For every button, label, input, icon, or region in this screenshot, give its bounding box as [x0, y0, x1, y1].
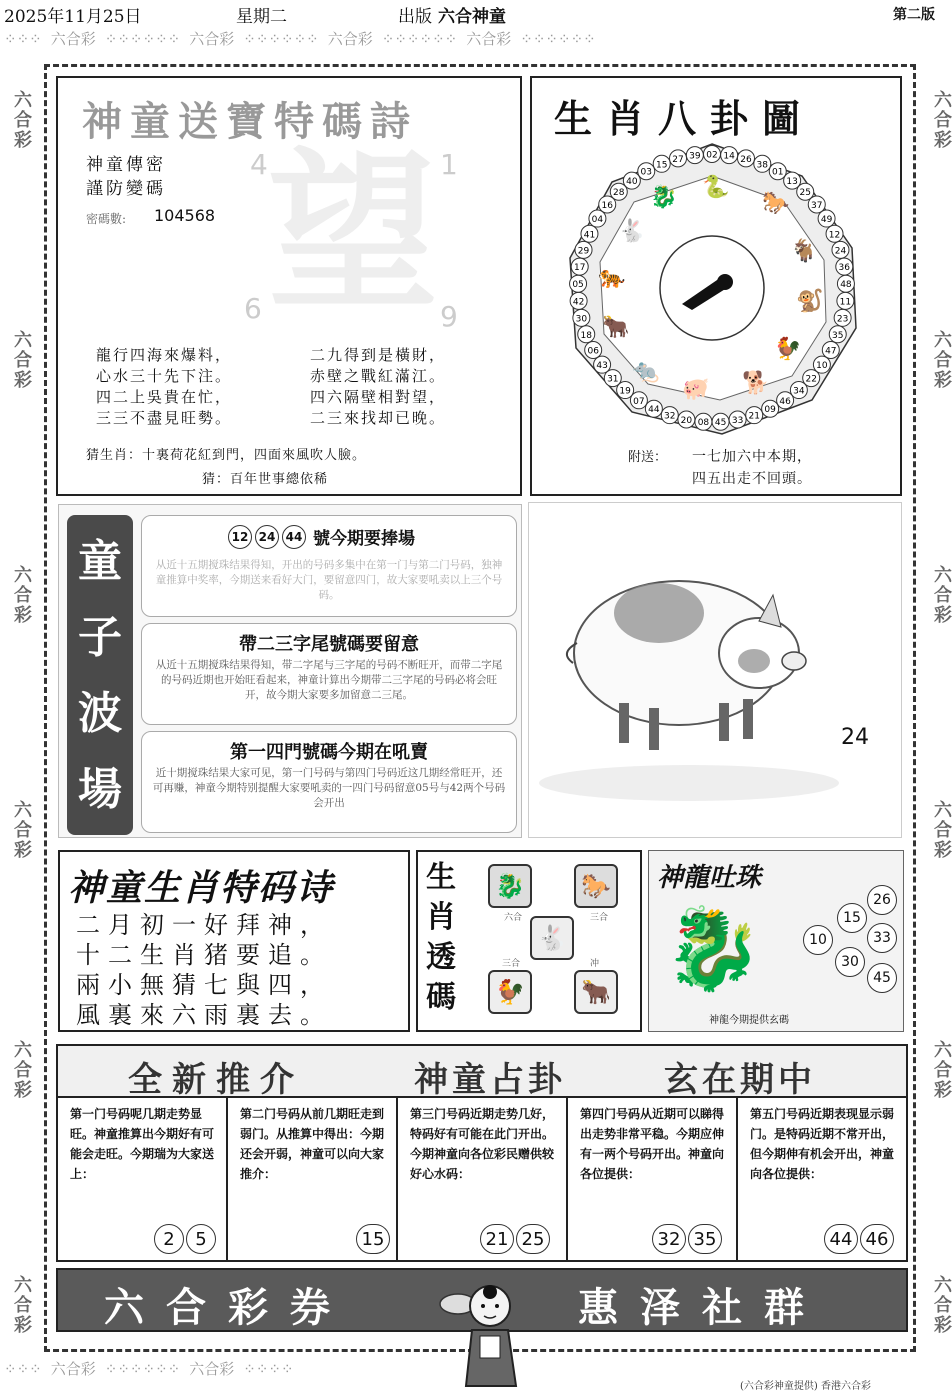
- ring-number: 22: [805, 374, 817, 385]
- bagua-note-line-2: 四五出走不回頭。: [692, 471, 812, 487]
- guess-label: 猜生肖：: [86, 448, 143, 463]
- gate-column: [738, 1098, 906, 1262]
- zodiac-poem-lines: [76, 910, 332, 1030]
- right-side-label: 六合彩: [931, 1275, 952, 1335]
- gate-column: [228, 1098, 398, 1262]
- pearl-ball: 15: [837, 903, 867, 933]
- number-ball: 24: [255, 525, 279, 549]
- strip-dots-icon: ⁘⁘⁘: [4, 1360, 51, 1378]
- ox-tile-icon: 🐂: [574, 970, 618, 1014]
- relation-label: 冲: [590, 959, 600, 969]
- dragon-pearl-caption: 神龍今期提供玄碼: [709, 1015, 789, 1026]
- ring-number: 37: [811, 200, 823, 211]
- ring-number: 28: [613, 188, 625, 199]
- pig-snout: [782, 652, 806, 670]
- rooster-tile-icon: 🐓: [488, 970, 532, 1014]
- divination-box: [56, 1044, 908, 1262]
- poem-line: 兩小無猜七與四，: [76, 971, 332, 999]
- section-title: 帶二三字尾號碼要留意: [239, 634, 419, 655]
- gate-text: 第三门号码近期走势几好，特码好有可能在此门开出。今期神童向各位彩民赠供较好心水码：: [410, 1107, 555, 1181]
- gate-column: [398, 1098, 568, 1262]
- pearl-ball: 33: [867, 923, 897, 953]
- reveal-title: [426, 858, 462, 1018]
- ring-number: 44: [648, 405, 660, 416]
- number-ball: 32: [652, 1224, 686, 1254]
- strip-label: 六合彩: [50, 1360, 96, 1378]
- number-ball: 44: [282, 525, 306, 549]
- section-title: 號今期要捧場: [313, 529, 415, 549]
- ring-number: 36: [838, 263, 851, 274]
- header-left-text: 全新推介: [128, 1060, 304, 1100]
- ring-number: 05: [572, 280, 584, 291]
- poem-left-column: [96, 344, 232, 428]
- ring-number: 10: [816, 361, 828, 372]
- poem-line: 心水三十先下注。: [96, 367, 233, 385]
- banner-right-text: 惠泽社群: [578, 1285, 826, 1331]
- ring-number: 38: [756, 160, 769, 171]
- dragon-pearl-title: 神龍吐珠: [657, 863, 762, 893]
- strip-label: 六合彩: [189, 30, 235, 48]
- ring-number: 31: [607, 374, 619, 385]
- section-text: 从近十五期搅珠结果得知，带二字尾与三字尾的号码不断旺开，而带二字尾的号码近期也开始旺看起来，神童计算出今期带二三字尾的号码必将会旺开，故今期大家要多加留意二三尾。: [155, 659, 503, 701]
- pearl-ball: 10: [803, 925, 833, 955]
- ring-number: 08: [697, 418, 710, 429]
- section-title: 第一四門號碼今期在吼賣: [230, 742, 428, 763]
- reveal-char: 透: [426, 940, 456, 975]
- bottom-pattern-strip: [4, 1358, 434, 1380]
- code-label: 密碼數:: [86, 212, 127, 226]
- poem-line: 二月初一好拜神，: [76, 911, 332, 939]
- corner-num-tr: 1: [440, 148, 458, 181]
- guess-zodiac: [86, 444, 366, 463]
- bagua-note-label: 附送：: [628, 450, 668, 465]
- tongzi-char: 子: [78, 612, 122, 663]
- left-side-label: 六合彩: [11, 800, 32, 860]
- top-pattern-strip: [4, 28, 948, 50]
- poem-line: 四六隔壁相對望，: [310, 388, 447, 406]
- section-text: 近十期搅珠结果大家可见，第一门号码与第四门号码近这几期经常旺开，还可再赚，神童今期特别提醒大家要吼卖的一四门号码留意05号与42两个号码会开出: [152, 767, 506, 809]
- ring-number: 07: [633, 396, 645, 407]
- ring-number: 18: [580, 330, 592, 341]
- pig-leg: [719, 703, 729, 741]
- ring-number: 03: [640, 167, 652, 178]
- ring-number: 25: [799, 188, 811, 199]
- strip-label: 六合彩: [50, 30, 96, 48]
- ring-number: 09: [764, 405, 776, 416]
- strip-label: 六合彩: [189, 1360, 235, 1378]
- poem-line: 三三不盡見旺勢。: [96, 409, 233, 427]
- ring-number: 06: [587, 346, 599, 357]
- tongzi-char: 童: [78, 536, 122, 587]
- strip-label: 六合彩: [327, 30, 373, 48]
- dragon-tile-icon: 🐉: [488, 864, 532, 908]
- ring-number: 48: [840, 280, 852, 291]
- watermark-char: 望: [268, 133, 439, 333]
- ring-number: 11: [839, 297, 852, 308]
- gate-text: 第一门号码呢几期走势显旺。神童推算出今期好有可能会走旺。今期瑞为大家送上：: [70, 1107, 215, 1181]
- ground-shadow: [539, 765, 839, 801]
- pig-illustration: [529, 503, 901, 837]
- child-mascot-icon: [436, 1262, 536, 1387]
- poem-line: 赤壁之戰紅滿江。: [310, 367, 447, 385]
- ring-number: 23: [836, 314, 849, 325]
- poem-line: 四二上吳貴在忙，: [96, 388, 233, 406]
- rabbit-tile-icon: 🐇: [530, 916, 574, 960]
- section-heading: [228, 524, 415, 549]
- reveal-char: 碼: [426, 980, 456, 1015]
- corner-num-bl: 6: [244, 292, 262, 325]
- ring-number: 47: [825, 346, 837, 357]
- code-value: 104568: [154, 206, 216, 225]
- tiger-icon: 🐅: [598, 265, 626, 290]
- child-mascot: [436, 1262, 536, 1387]
- section-text: 从近十五期搅珠结果得知，开出的号码多集中在第一门与第二门号码，独神童推算中奖率，今期送来看好大门，要留意四门，故大家要吼卖以上三个号码。: [155, 559, 503, 601]
- ring-number: 21: [748, 411, 760, 422]
- compass-hub-icon: [717, 274, 733, 290]
- ring-number: 32: [664, 411, 676, 422]
- bagua-title: 生肖八卦圖: [554, 97, 815, 141]
- number-ball: 15: [356, 1224, 390, 1254]
- ring-number: 33: [731, 416, 744, 427]
- ring-number: 01: [772, 167, 784, 178]
- ring-number: 30: [575, 314, 588, 325]
- relation-label: 六合: [504, 913, 523, 923]
- bagua-box: [530, 76, 902, 496]
- ring-number: 43: [596, 361, 608, 372]
- header-publisher: 六合神童: [438, 7, 506, 27]
- riddle-label: 猜：: [202, 472, 231, 487]
- ox-icon: 🐂: [602, 315, 630, 340]
- ring-number: 17: [573, 263, 586, 274]
- reveal-char: 生: [426, 860, 456, 895]
- number-ball: 12: [228, 525, 252, 549]
- header-publish-label: 出版: [398, 7, 432, 27]
- right-side-label: 六合彩: [931, 330, 952, 390]
- guess-text: 十裏荷花紅到門，四面來風吹人臉。: [142, 448, 367, 463]
- pig-face-spot: [738, 649, 770, 673]
- number-ball: 46: [860, 1224, 894, 1254]
- right-side-label: 六合彩: [931, 90, 952, 150]
- ring-number: 16: [601, 200, 613, 211]
- poem-box: [56, 76, 522, 496]
- relation-label: 三合: [502, 959, 521, 969]
- poem-line: 二九得到是橫財，: [310, 346, 447, 364]
- ring-number: 15: [655, 160, 668, 171]
- ring-number: 29: [577, 246, 590, 257]
- dragon-pearl-box: [648, 850, 904, 1032]
- poem-line: 風裏來六雨裏去。: [76, 1001, 332, 1029]
- relation-label: 三合: [590, 913, 609, 923]
- strip-dots-icon: ⁘⁘⁘⁘⁘⁘: [511, 30, 596, 48]
- tongzi-char: 波: [78, 688, 122, 739]
- rat-icon: 🐀: [632, 359, 660, 384]
- pig-number: 24: [841, 725, 869, 750]
- ring-number: 42: [572, 297, 585, 308]
- zodiac-poem-box: [58, 850, 410, 1032]
- header-date: 2025年11月25日: [4, 7, 142, 27]
- ring-number: 49: [820, 215, 833, 226]
- gate-balls: [480, 1224, 550, 1254]
- left-side-label: 六合彩: [11, 1040, 32, 1100]
- poem-title: 神童送寶特碼詩: [82, 98, 418, 145]
- ring-number: 13: [786, 177, 798, 188]
- strip-dots-icon: ⁘⁘⁘⁘⁘⁘: [234, 30, 328, 48]
- ring-number: 26: [740, 154, 752, 165]
- snake-icon: 🐍: [702, 175, 730, 200]
- right-side-label: 六合彩: [931, 565, 952, 625]
- gate-column: [568, 1098, 738, 1262]
- gate-column: [58, 1098, 228, 1262]
- tongzi-section: [141, 731, 517, 833]
- strip-dots-icon: ⁘⁘⁘⁘⁘⁘: [95, 1360, 190, 1378]
- ring-number: 24: [834, 246, 847, 257]
- number-ball: 25: [516, 1224, 550, 1254]
- header-weekday: 星期二: [236, 7, 287, 27]
- pig-leg: [743, 699, 753, 739]
- number-ball: 21: [480, 1224, 514, 1254]
- reveal-char: 肖: [426, 900, 456, 935]
- left-side-label: 六合彩: [11, 90, 32, 150]
- left-side-label: 六合彩: [11, 330, 32, 390]
- rooster-icon: 🐓: [774, 337, 802, 362]
- strip-dots-icon: ⁘⁘⁘⁘⁘⁘: [95, 30, 190, 48]
- ring-number: 41: [583, 230, 596, 241]
- right-side-label: 六合彩: [931, 1040, 952, 1100]
- ring-number: 19: [619, 386, 631, 397]
- strip-label: 六合彩: [466, 30, 512, 48]
- gate-balls: [824, 1224, 894, 1254]
- riddle-text: 百年世事總依稀: [230, 472, 329, 487]
- dog-icon: 🐕: [742, 371, 770, 396]
- ring-number: 20: [680, 416, 693, 427]
- ring-number: 12: [828, 230, 841, 241]
- strip-dots-icon: ⁘⁘⁘: [4, 30, 51, 48]
- divination-header: [58, 1046, 906, 1098]
- ring-number: 40: [626, 177, 638, 188]
- ring-number: 46: [779, 396, 791, 407]
- footnote: (六合彩神童提供) 香港六合彩: [740, 1381, 871, 1392]
- tongzi-section: [141, 623, 517, 725]
- pig-painting: [528, 502, 902, 838]
- ring-number: 14: [723, 151, 735, 162]
- gate-balls: [652, 1224, 722, 1254]
- left-side-label: 六合彩: [11, 1275, 32, 1335]
- right-side-label: 六合彩: [931, 800, 952, 860]
- pig-leg: [619, 703, 629, 743]
- zodiac-reveal-box: [416, 850, 642, 1032]
- left-side-label: 六合彩: [11, 565, 32, 625]
- poem-right-column: [310, 344, 446, 428]
- number-ball: 44: [824, 1224, 858, 1254]
- gate-balls: [154, 1224, 216, 1254]
- pearl-ball: 26: [867, 885, 897, 915]
- riddle: [202, 468, 328, 487]
- goat-icon: 🐐: [790, 239, 818, 264]
- gate-text: 第五门号码近期表现显示弱门。是特码近期不常开出，但今期伸有机会开出，神童向各位提供：: [750, 1107, 895, 1181]
- secret-line-1: 神童傳密: [86, 155, 166, 175]
- header-mid-text: 神童占卦: [414, 1060, 566, 1100]
- corner-num-tl: 4: [250, 148, 268, 181]
- pearl-ball: 30: [835, 947, 865, 977]
- poem-line: 二三來找却已晚。: [310, 409, 447, 427]
- ring-number: 34: [793, 386, 805, 397]
- tongzi-title-bar: [67, 515, 133, 835]
- ring-number: 35: [832, 330, 844, 341]
- header-edition: 第二版: [893, 7, 935, 23]
- ring-number: 45: [714, 418, 727, 429]
- dragon-icon: 🐉: [650, 185, 678, 210]
- dragon-illustration-icon: 🐉: [663, 902, 763, 995]
- header-right-text: 玄在期中: [664, 1060, 816, 1100]
- number-ball: 5: [186, 1224, 216, 1254]
- monkey-icon: 🐒: [796, 289, 824, 314]
- tongzi-char: 場: [78, 764, 122, 815]
- poem-line: 十二生肖猪要追。: [76, 941, 332, 969]
- gate-balls: [356, 1224, 390, 1254]
- number-ball: 35: [688, 1224, 722, 1254]
- horse-icon: 🐎: [762, 191, 790, 216]
- ring-number: 27: [672, 154, 684, 165]
- ring-number: 02: [706, 150, 718, 161]
- ring-number: 04: [591, 215, 604, 226]
- pig-leg: [649, 708, 659, 750]
- pig-icon: 🐖: [682, 377, 710, 402]
- gate-text: 第二门号码从前几期旺走到弱门。从推算中得出：今期还会开弱，神童可以向大家推介：: [240, 1107, 385, 1181]
- horse-tile-icon: 🐎: [574, 864, 618, 908]
- number-ball: 2: [154, 1224, 184, 1254]
- zodiac-poem-title: 神童生肖特码诗: [68, 867, 335, 909]
- banner-left-text: 六合彩券: [104, 1285, 352, 1331]
- tongzi-section: [141, 515, 517, 617]
- ring-number: 39: [689, 151, 701, 162]
- bagua-note-line-1: 一七加六中本期，: [692, 449, 812, 465]
- pearl-ball: 45: [867, 963, 897, 993]
- tongzi-box: [58, 504, 522, 838]
- strip-dots-icon: ⁘⁘⁘⁘⁘⁘: [372, 30, 467, 48]
- strip-dots-icon: ⁘⁘⁘⁘: [234, 1360, 294, 1378]
- gate-text: 第四门号码从近期可以睇得出走势非常平稳。今期应伸有一两个号码开出。神童向各位提供：: [580, 1107, 725, 1181]
- secret-line-2: 謹防變碼: [86, 179, 166, 199]
- corner-num-br: 9: [440, 300, 458, 333]
- poem-line: 龍行四海來爆料，: [96, 346, 233, 364]
- pig-spot: [614, 583, 704, 643]
- rabbit-icon: 🐇: [618, 219, 646, 244]
- bagua-wheel: [562, 138, 862, 438]
